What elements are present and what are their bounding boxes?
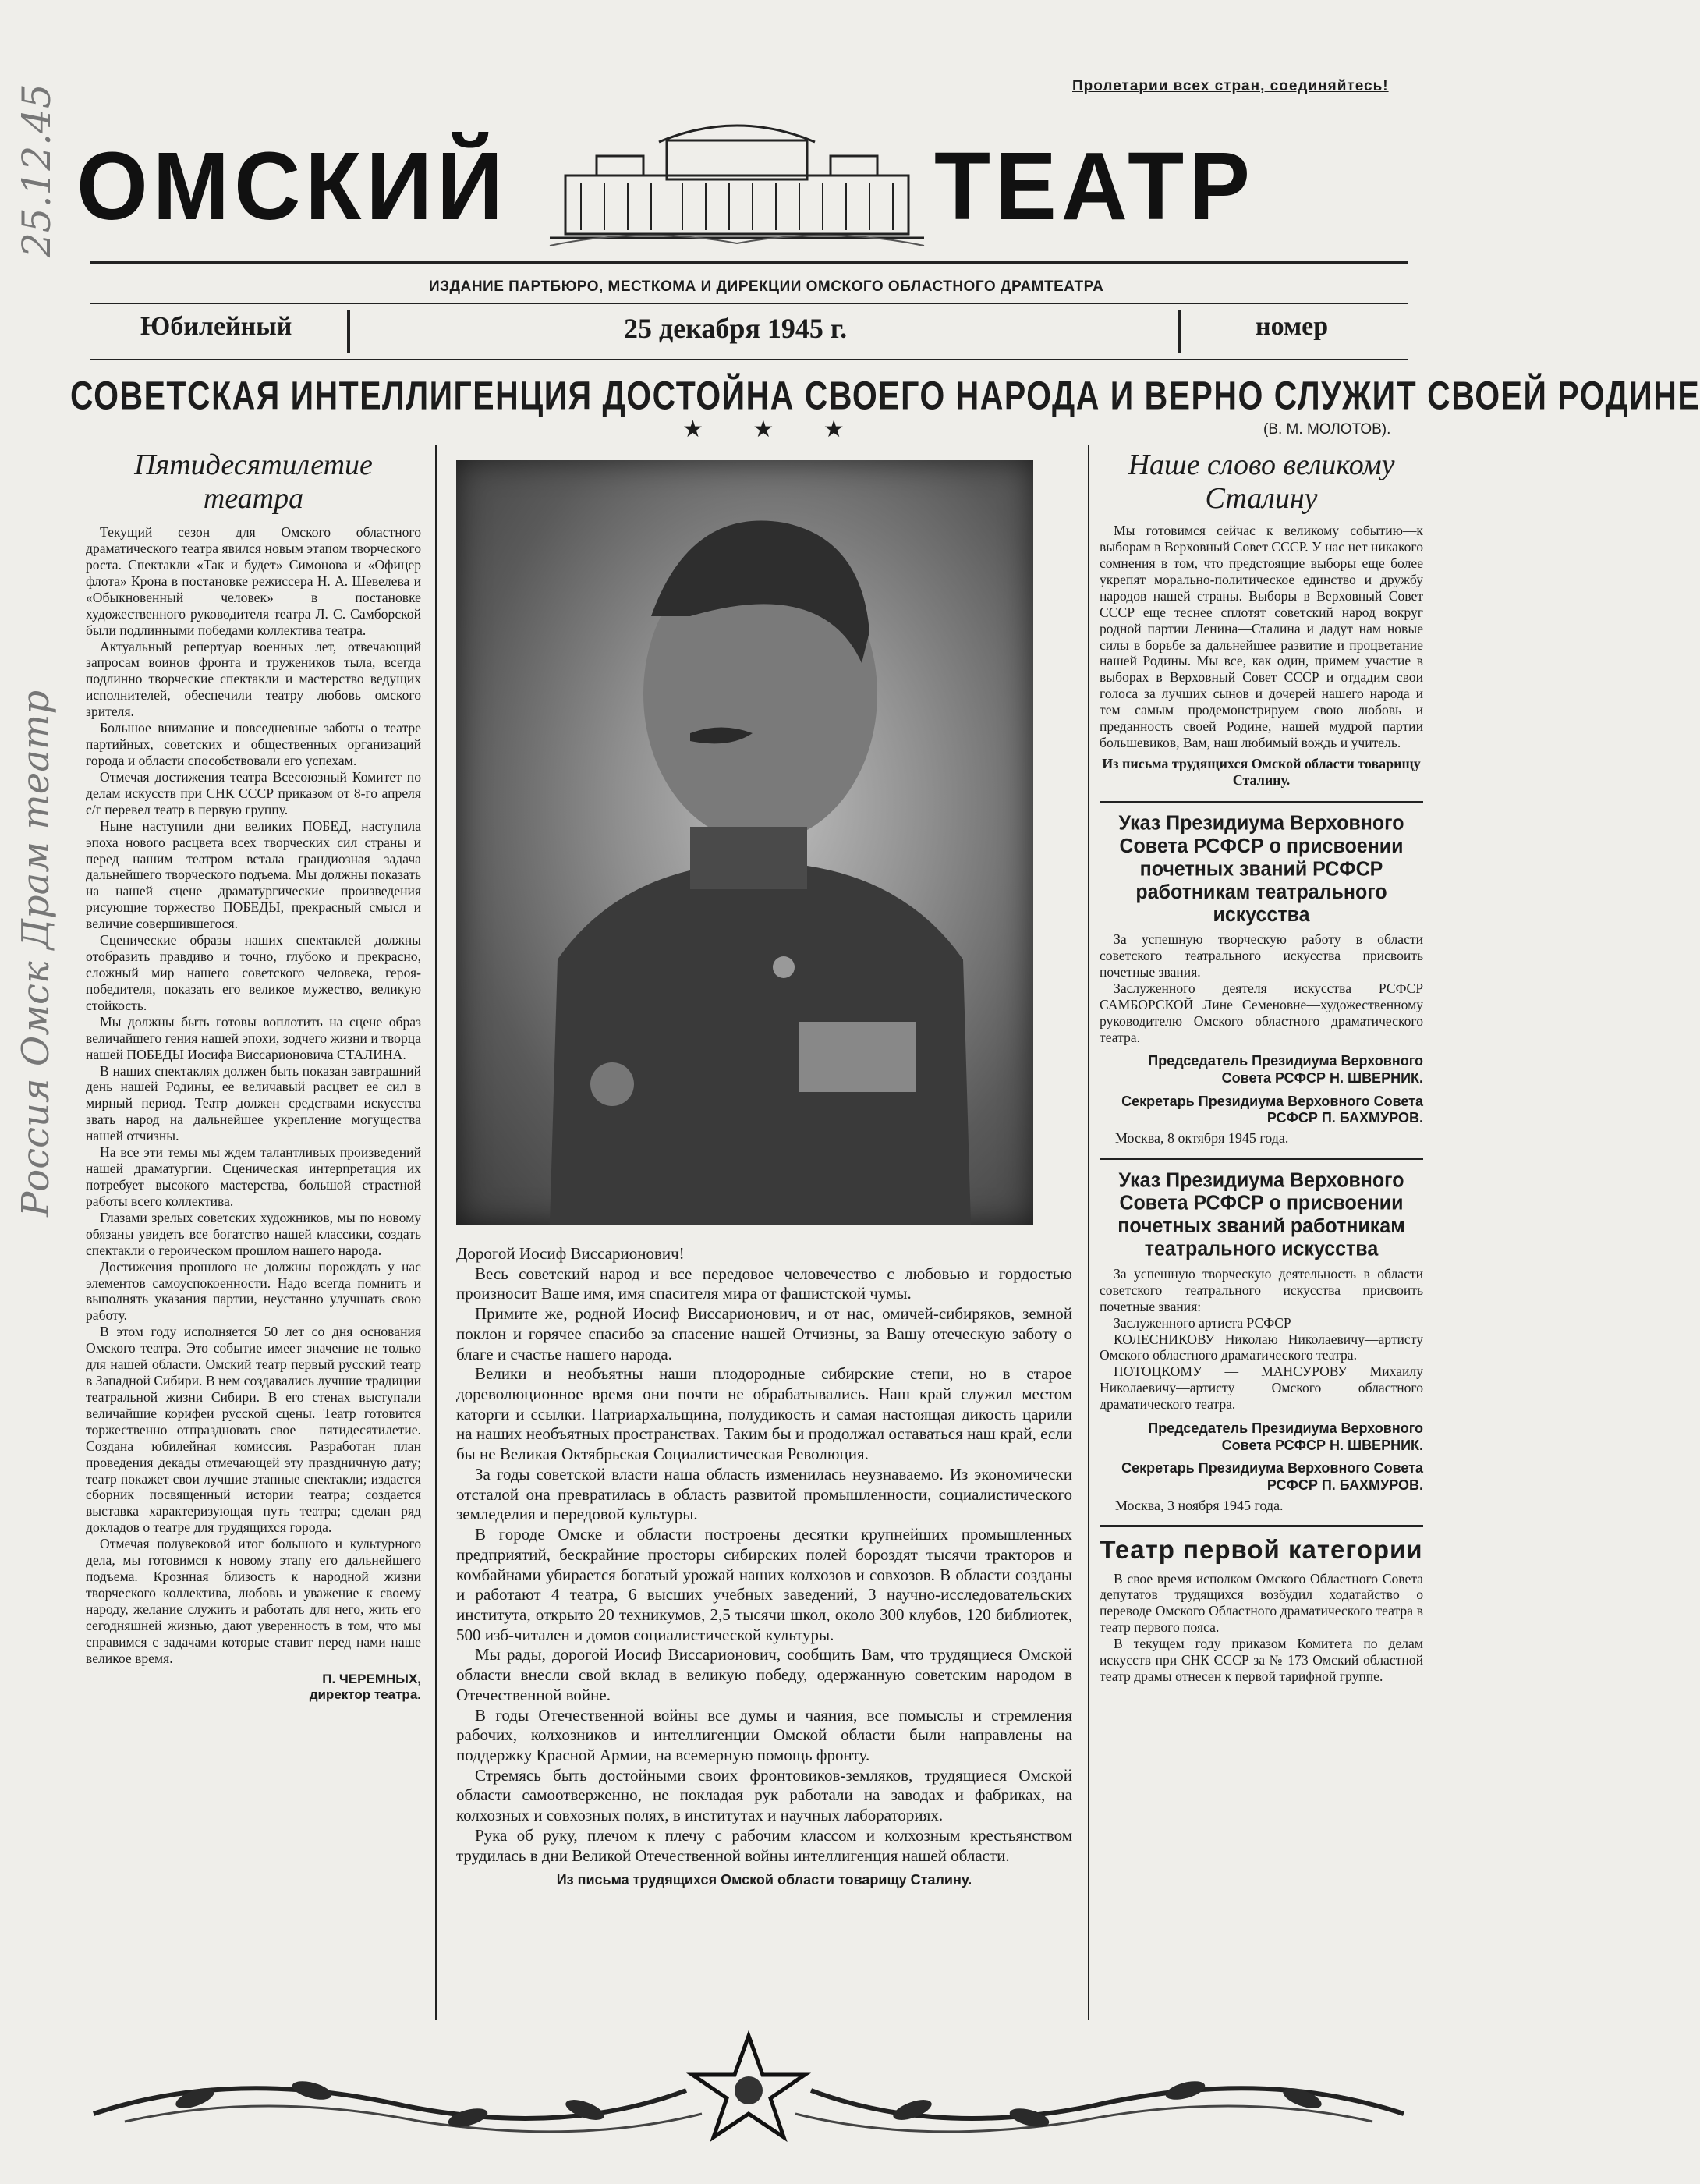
left-article [86,448,421,1703]
category-article-title: Театр первой категории [1100,1534,1423,1564]
left-article-paragraph: В наших спектаклях должен быть показан завтрашний день нашей Родины, ее величавый расцвет ее сил в мирный период. Театр должен средствами искусства звать народ на дальнейшее укрепление могущества нашей отчизны. [86,1062,421,1144]
left-article-paragraph: На все эти темы мы ждем талантливых произведений нашей драматургии. Сценическая интерпретация их потребует высокого мастерства, большой страстной работы всего коллектива. [86,1144,421,1209]
category-article-body [1100,1571,1423,1685]
center-article-paragraph: В городе Омске и области построены десятки крупнейших промышленных предприятий, бескрайние просторы сибирских полей бороздят тысячи тракторов и комбайнами убирается богатый урожай наших колхозов и совхозов. В области созданы и работают 4 театра, 6 высших учебных заведений, 3 научно-исследовательских института, открыто 20 техникумов, 2,5 тысячи школ, около 300 клубов, 120 библиотек, 500 изб-читален и домов социалистической культуры. [456,1525,1072,1644]
column-divider-left [435,445,437,2020]
left-article-signature: П. ЧЕРЕМНЫХ, [322,1671,421,1686]
bottom-ornament-banner [78,2020,1419,2145]
masthead-title-left: ОМСКИЙ [76,132,508,241]
decree2-paragraph: КОЛЕСНИКОВУ Николаю Николаевичу—артисту Омского областного драматического театра. [1100,1331,1423,1363]
portrait-photo [456,460,1033,1225]
main-headline: СОВЕТСКАЯ ИНТЕЛЛИГЕНЦИЯ ДОСТОЙНА СВОЕГО НАРОДА И ВЕРНО СЛУЖИТ СВОЕЙ РОДИНЕ [70,373,1700,418]
center-article-paragraph: Мы рады, дорогой Иосиф Виссарионович, сообщить Вам, что трудящиеся Омской области внесли свой вклад в великую победу, одержанную советским народом в Отечественной войне. [456,1645,1072,1704]
center-article-greeting: Дорогой Иосиф Виссарионович! [456,1244,685,1263]
decree2-paragraph: За успешную творческую деятельность в области советского театрального искусства присвоить почетные звания: [1100,1265,1423,1314]
left-article-signature-role: директор театра. [309,1687,421,1703]
right-column-rule [1100,801,1423,803]
left-article-body [86,524,421,1667]
center-article-paragraph: Рука об руку, плечом к плечу с рабочим классом и колхозным крестьянством трудилась в дни Великой Отечественной войны интеллигенция нашей области. [456,1825,1072,1865]
left-article-paragraph: Ныне наступили дни великих ПОБЕД, наступила эпоха нового расцвета всех творческих сил страны и перед нашим театром встала грандиозная задача дальнейшего творческого подъема. Мы должны показать на нашей сцене драматургические произведения рисующие торжество ПОБЕДЫ, прекрасный смысл и величие совершившегося. [86,817,421,932]
category-article-paragraph: В текущем году приказом Комитета по делам искусств при СНК СССР за № 173 Омский областной театр драмы отнесен к первой тарифной группе. [1100,1636,1423,1685]
decree2-signature-chair: Председатель Президиума Верховного Совета РСФСР Н. ШВЕРНИК. [1148,1420,1423,1453]
left-article-paragraph: Большое внимание и повседневные заботы о театре партийных, советских и общественных организаций города и области способствовали его успехам. [86,720,421,768]
portrait-silhouette [456,460,1033,1225]
left-article-paragraph: Глазами зрелых советских художников, мы по новому обязаны увидеть все богатство нашей классики, создать спектакли о героическом прошлом нашего народа. [86,1209,421,1258]
center-article-body [456,1244,1072,1866]
handwritten-date: 25.12.45 [14,83,59,257]
decree1-signature-secretary: Секретарь Президиума Верховного Совета РСФСР П. БАХМУРОВ. [1121,1093,1423,1126]
center-article-paragraph: В годы Отечественной войны все думы и чаяния, все помыслы и стремления рабочих, колхозников и интеллигенции Омской области были направлены на поддержку Красной Армии, на всемерную помощь фронту. [456,1705,1072,1764]
headline-attribution: (В. М. МОЛОТОВ). [1263,421,1391,438]
slogan: Пролетарии всех стран, соединяйтесь! [1072,78,1389,94]
center-article [456,1244,1072,1888]
right-column-rule [1100,1158,1423,1160]
handwritten-note: Россия Омск Драм театр [14,690,58,1217]
decree2-date: Москва, 3 ноября 1945 года. [1115,1497,1284,1513]
left-article-paragraph: Мы должны быть готовы воплотить на сцене образ величайшего гения нашей эпохи, зодчего жизни и творца нашей ПОБЕДЫ Иосифа Виссарионовича СТАЛИНА. [86,1013,421,1062]
decree2-signature-secretary: Секретарь Президиума Верховного Совета РСФСР П. БАХМУРОВ. [1121,1460,1423,1493]
issue-rule-bottom [90,359,1408,360]
center-article-paragraph: Велики и необъятны наши плодородные сибирские степи, но в старое дореволюционное время они почти не обрабатывались. Наш край служил местом каторги и ссылки. Патриархальщина, полудикость и самая настоящая дикость царили на наших необъятных пространствах. Таким бы и продолжал оставаться наш край, если бы не Великая Октябрьская Социалистическая Революция. [456,1364,1072,1464]
left-article-paragraph: Достижения прошлого не должны порождать у нас элементов самоуспокоенности. Надо всегда помнить и выполнять указания партии, неустанно улучшать свою работу. [86,1258,421,1324]
issue-label-right: номер [1256,312,1329,341]
left-article-title: Пятидесятилетие театра [134,448,373,515]
left-article-paragraph: Сценические образы наших спектаклей должны отобразить правдиво и точно, глубоко и прекрасно, сложный мир нашего советского человека, героя-победителя, показать его великое мужество, великую стойкость. [86,932,421,1013]
issue-rule-top [90,303,1408,304]
decree1-paragraph: Заслуженного деятеля искусства РСФСР САМБОРСКОЙ Лине Семеновне—художественному руководителю Омского областного драматического театра. [1100,980,1423,1045]
decree2-paragraph: ПОТОЦКОМУ — МАНСУРОВУ Михаилу Николаевичу—артисту Омского областного драматического театра. [1100,1363,1423,1413]
left-article-paragraph: Текущий сезон для Омского областного драматического театра явился новым этапом творческого роста. Спектакли «Так и будет» Симонова и «Офицер флота» Крона в постановке режиссера Н. А. Шевелева и «Обыкновенный человек» в постановке художественного руководителя театра Л. С. Самборской были подлинными победами коллектива театра. [86,524,421,638]
right-article-body [1100,523,1423,751]
center-article-paragraph: За годы советской власти наша область изменилась неузнаваемо. Из экономически отсталой она превратилась в область развитой промышленности, социалистического земледелия и передовой культуры. [456,1464,1072,1524]
decree2-paragraph: Заслуженного артиста РСФСР [1114,1314,1291,1331]
issue-divider-left [347,310,350,353]
publisher-line: ИЗДАНИЕ ПАРТБЮРО, МЕСТКОМА И ДИРЕКЦИИ ОМСКОГО ОБЛАСТНОГО ДРАМТЕАТРА [429,278,1104,295]
category-article-paragraph: В свое время исполком Омского Областного Совета депутатов трудящихся возбудил ходатайство о переводе Омского Областного драматического театра в театр первого пояса. [1100,1570,1423,1636]
masthead-rule [90,261,1408,264]
right-article-title: Наше слово великому Сталину [1128,448,1395,515]
issue-divider-right [1178,310,1181,353]
center-article-source: Из письма трудящихся Омской области товарищу Сталину. [556,1872,972,1888]
left-article-paragraph: Отмечая полувековой итог большого и культурного дела, мы готовимся к новому этапу его дальнейшего подъема. Крознная близость к народной жизни творческого коллектива, любовь и уважение к своему народу, желание служить и работать для него, жить его сегодняшней жизнью, дают уверенность в том, что мы справимся с задачами которые ставит перед нами наше великое время. [86,1536,421,1666]
right-column [1100,448,1423,1685]
decree2-title: Указ Президиума Верховного Совета РСФСР о присвоении почетных званий работникам театрального искусства [1117,1168,1405,1260]
right-column-rule [1100,1525,1423,1527]
issue-label-left: Юбилейный [140,312,292,341]
masthead-title-right: ТЕАТР [934,132,1255,241]
center-article-paragraph: Примите же, родной Иосиф Виссарионович, и от нас, омичей-сибиряков, земной поклон и горячее спасибо за спасение нашей Отчизны, за Вашу отеческую заботу о благе и счастье нашего народа. [456,1304,1072,1363]
left-article-paragraph: Отмечая достижения театра Всесоюзный Комитет по делам искусств при СНК СССР приказом от 8-го апреля с/г перевел театр в первую группу. [86,768,421,817]
right-article-source: Из письма трудящихся Омской области товарищу Сталину. [1102,756,1421,788]
decree1-body [1100,931,1423,1045]
decree1-paragraph: За успешную творческую работу в области советского театрального искусства присвоить почетные звания. [1100,931,1423,980]
center-article-paragraph: Весь советский народ и все передовое человечество с любовью и гордостью произносит Ваше имя, имя спасителя мира от фашистской чумы. [456,1264,1072,1303]
left-article-paragraph: В этом году исполняется 50 лет со дня основания Омского театра. Это событие имеет значение не только для нашей области. Омский театр первый русский театр в Западной Сибири. В нем создавались лучшие традиции театральной жизни Сибири. В его стенах выступали величайшие корифеи русской сцены. Театр готовится торжественно отпраздновать свое —пятидесятилетие. Создана юбилейная комиссия. Разработан план проведения декады отмечающей эту праздничную дату; театр покажет свои лучшие этапные спектакли; издается сборник посвященный истории театра; создается выставка характеризующая путь театра; сделан ряд докладов о театре для трудящихся города. [86,1324,421,1536]
center-article-paragraph: Стремясь быть достойными своих фронтовиков-земляков, трудящиеся Омской области самоотверженно, не покладая рук работали на заводах и фабриках, на колхозных и совхозных полях, в институтах и научных лабораториях. [456,1765,1072,1825]
theater-building-illustration [550,109,924,250]
left-article-paragraph: Актуальный репертуар военных лет, отвечающий запросам воинов фронта и тружеников тыла, всегда подлинно творческие спектакли и мастерство ведущих исполнителей, обеспечили театру любовь омского зрителя. [86,638,421,720]
right-article-paragraph: Мы готовимся сейчас к великому событию—к выборам в Верховный Совет СССР. У нас нет никакого сомнения в том, что предстоящие выборы еще более укрепят морально-политическое единство и дружбу народов нашей страны. Выборы в Верховный Совет СССР еще теснее сплотят советский народ вокруг родной партии Ленина—Сталина и дадут нам новые силы в борьбе за дальнейшее развитие и процветание нашей Родины. Мы все, как один, примем участие в выборах в Верховный Совет СССР и отдадим свои голоса за лучших сынов и дочерей нашего народа и тем самым продемонстрируем свою любовь и преданность своей Родине, нашей мудрой партии большевиков, Вам, наш любимый вождь и учитель. [1100,523,1423,751]
decree1-date: Москва, 8 октября 1945 года. [1115,1129,1289,1146]
decree2-body [1100,1266,1423,1413]
issue-date: 25 декабря 1945 г. [624,313,848,344]
decorative-stars: ★ ★ ★ [682,417,866,442]
decree1-title: Указ Президиума Верховного Совета РСФСР о присвоении почетных званий РСФСР работникам театрального искусства [1118,811,1404,927]
decree1-signature-chair: Председатель Президиума Верховного Совета РСФСР Н. ШВЕРНИК. [1148,1053,1423,1087]
column-divider-right [1088,445,1089,2020]
